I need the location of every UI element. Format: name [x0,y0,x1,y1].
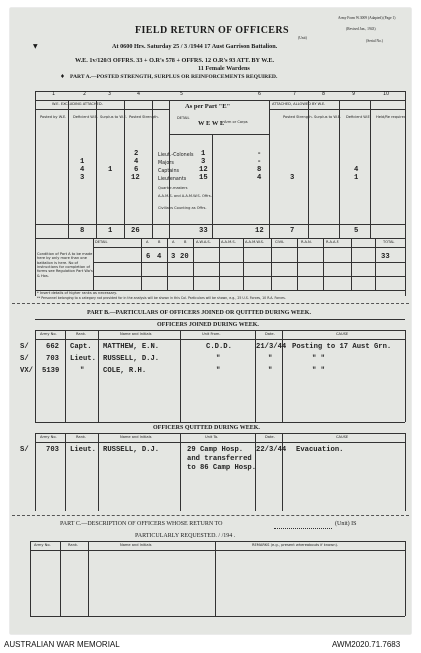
col9-val-1: 4 [354,166,359,174]
joined-2-prefix: S/ [20,355,29,363]
col-num-6: 6 [258,92,262,97]
rank-val-1: 1 [201,150,206,158]
q-col-date: Date. [265,435,275,439]
joined-2-cause: " " [312,355,325,363]
col3-val-1: 1 [108,166,113,174]
total-c6: 12 [255,227,264,235]
total-c3: 1 [108,227,113,235]
col4-val-2: 4 [134,158,139,166]
joined-3-name: COLE, R.H. [103,367,147,375]
joined-3-rank: " [80,367,85,375]
joined-title: OFFICERS JOINED DURING WEEK. [157,322,259,328]
footer-accession-number: AWM2020.71.7683 [332,640,401,649]
joined-1-name: MATTHEW, E.N. [103,343,160,351]
joined-1-unit: C.D.D. [206,343,232,351]
col2-val-1: 1 [80,158,85,166]
b-col-unit: Unit From. [202,332,221,336]
col-head-4: Posted Strength. [129,115,159,119]
quitted-1-unit-2: and transferred [187,455,252,463]
rank-val-3: 12 [199,166,208,174]
c-col-name: Name and Initials [120,543,152,547]
total-c9: 5 [354,227,359,235]
q-col-rank: Rank. [76,435,87,439]
joined-3-prefix: VX/ [20,367,33,375]
col-num-9: 9 [352,92,356,97]
col-num-1: 1 [52,92,56,97]
part-c-line2: PARTICULARLY REQUESTED. / /194 . [135,533,236,539]
total-c7: 7 [290,227,295,235]
col-num-5: 5 [180,92,184,97]
quitted-title: OFFICERS QUITTED DURING WEEK. [153,425,260,431]
quitted-1-name: RUSSELL, D.J. [103,446,160,454]
quitted-1-date: 22/3/44 [256,446,287,454]
rank-val-4: 15 [199,174,208,182]
part-c-title: PART C.—DESCRIPTION OF OFFICERS WHOSE RETURN TO [60,521,223,527]
bullet-mark: ▼ [33,43,38,50]
b-col-date: Date. [265,332,275,336]
col6-val-1: - [257,150,262,158]
b-col-name: Name and Initials [120,332,152,336]
col-head-9: Held/Re required [376,115,407,119]
col4-val-4: 12 [131,174,140,182]
footnote-2: ** Personnel belonging to a category not provided for in the analysis will be shown in this Col. Particulars will be shown, e.g., 25 U.S. Forces, 10 R.A. Forces. [37,296,286,300]
form-ref: Army Form W.3009 (Adapted) (Page 1) [338,16,396,20]
b-col-armyno: Army No. [40,332,57,336]
quitted-1-cause: Evacuation. [296,446,344,454]
joined-1-no: 662 [46,343,59,351]
footnote-1: * Insert details of higher ranks as necessary. [37,291,117,295]
sub-detail-label: DETAIL [95,240,108,244]
col2-val-2: 4 [80,166,85,174]
joined-1-cause: Posting to 17 Aust Grn. [292,343,392,351]
form-title: FIELD RETURN OF OFFICERS [135,25,289,36]
rank-civilians: Civilians Counting as Offrs. [158,206,207,210]
sub-val-1: 6 [146,253,151,261]
we-excluding-label: W.E. EXCLUDING ATTACHED. [52,102,103,106]
q-col-cause: CAUSE [336,435,349,439]
joined-1-date: 21/3/44 [256,343,287,351]
we-marks: W E W E [198,120,225,127]
col6-val-4: 4 [257,174,262,182]
serial-label: (Serial No.) [366,39,383,43]
col-num-4: 4 [137,92,141,97]
col-head-7: Surplus to W.E. [314,115,342,119]
joined-2-rank: Lieut. [70,355,96,363]
sub-head-awas: A.W.A.S. [196,240,211,244]
sub-head-raaf: R.A.A.F. [326,240,340,244]
sub-val-total: 33 [381,253,390,261]
joined-2-no: 703 [46,355,59,363]
sub-head-aams: A.A.M.S. [221,240,236,244]
quitted-1-no: 703 [46,446,59,454]
rank-captains: Captains [158,169,180,174]
female-wardens: 11 Female Wardens [198,65,250,72]
rank-val-2: 3 [201,158,206,166]
col-head-6: Posted Strength. [283,115,313,119]
col6-val-2: - [257,158,262,166]
unit-label: (Unit) [298,36,307,40]
col-head-3: Surplus to W.E. [100,115,128,119]
col-num-7: 7 [293,92,297,97]
part-b-title: PART B.—PARTICULARS OF OFFICERS JOINED OR QUITTED DURING WEEK. [87,310,311,316]
col-num-8: 8 [322,92,326,97]
sub-head-a1: A [146,240,149,244]
part-a-title: PART A.—POSTED STRENGTH, SURPLUS OR REINFORCEMENTS REQUIRED. [70,74,278,80]
c-col-remarks: REMARKS (e.g., present whereabouts if known). [252,543,339,547]
sub-val-3: 3 [171,253,176,261]
joined-3-no: 5139 [42,367,60,375]
sub-head-civil: CIVIL [275,240,285,244]
joined-2-name: RUSSELL, D.J. [103,355,160,363]
col6-val-3: 8 [257,166,262,174]
header-line: At 0600 Hrs. Saturday 25 / 3 /1944 17 Aust Garrison Battalion. [112,43,278,50]
joined-1-prefix: S/ [20,343,29,351]
joined-3-cause: " " [312,367,325,375]
c-col-rank: Rank. [68,543,79,547]
b-col-rank: Rank. [76,332,87,336]
joined-2-unit: " [216,355,221,363]
sub-val-4: 20 [180,253,189,261]
col4-val-1: 2 [134,150,139,158]
col-num-3: 3 [108,92,112,97]
sub-head-b2: B [184,240,187,244]
part-c-unit: (Unit) IS [335,521,357,527]
joined-2-date: " [268,355,273,363]
as-per-part: As per Part "E" [185,103,231,110]
rank-aams: A.A.M.S. and A.A.M.W.S. Offrs. [158,194,212,198]
footer-archive-name: AUSTRALIAN WAR MEMORIAL [4,640,120,649]
sub-head-aamws: A.A.M.W.S. [245,240,265,244]
sub-head-total: TOTAL [383,240,395,244]
attached-allowed-label: ATTACHED, ALLOWED BY W.E. [272,102,326,106]
rank-qm: Quarter-masters [158,186,188,190]
col4-val-3: 6 [134,166,139,174]
joined-3-date: " [268,367,273,375]
sub-head-a2: A [172,240,175,244]
total-c4: 26 [131,227,140,235]
sub-val-2: 4 [157,253,162,261]
sub-head-b1: B [158,240,161,244]
col-head-8: Deficient W.E. [346,115,371,119]
quitted-1-unit-1: 29 Camp Hosp. [187,446,244,454]
we-line: W.E. 1v/120/3 OFFRS. 33 + O.R's 578 + OFFRS. 12 O.R's 93 ATT. BY W.E. [75,57,275,64]
col-head-1: Posted by W.E. [40,115,67,119]
joined-1-rank: Capt. [70,343,92,351]
col-head-5: Arm or Corps [224,120,248,124]
total-c2: 8 [80,227,85,235]
col-num-2: 2 [83,92,87,97]
quitted-1-unit-3: to 86 Camp Hosp. [187,464,257,472]
rank-lt-col: Lieut.-Colonels [158,153,194,158]
form-ref-2: (Revised Jan., 1943) [346,27,376,31]
b-col-cause: CAUSE [336,332,349,336]
q-col-armyno: Army No. [40,435,57,439]
detail-label: DETAIL [177,116,190,120]
rank-lieutenants: Lieutenants [158,177,187,182]
rank-majors: Majors [158,161,174,166]
col-num-10: 10 [383,92,390,97]
col7-val-1: 3 [290,174,295,182]
col9-val-2: 1 [354,174,359,182]
q-col-unit: Unit To. [205,435,219,439]
quitted-1-rank: Lieut. [70,446,96,454]
col-head-2: Deficient W.E. [73,115,98,119]
joined-3-unit: " [216,367,221,375]
total-c5: 33 [199,227,208,235]
bullet-mark-2: ♦ [60,74,65,80]
note-left: Condition of Part A to be made here by only more than one battalion is here. No of instructions for completion of forms see Regulation Part Wo's & Hos. [37,252,93,278]
quitted-1-prefix: S/ [20,446,29,454]
col2-val-3: 3 [80,174,85,182]
q-col-name: Name and Initials [120,435,152,439]
sub-head-ran: R.A.N. [301,240,312,244]
c-col-armyno: Army No. [34,543,51,547]
